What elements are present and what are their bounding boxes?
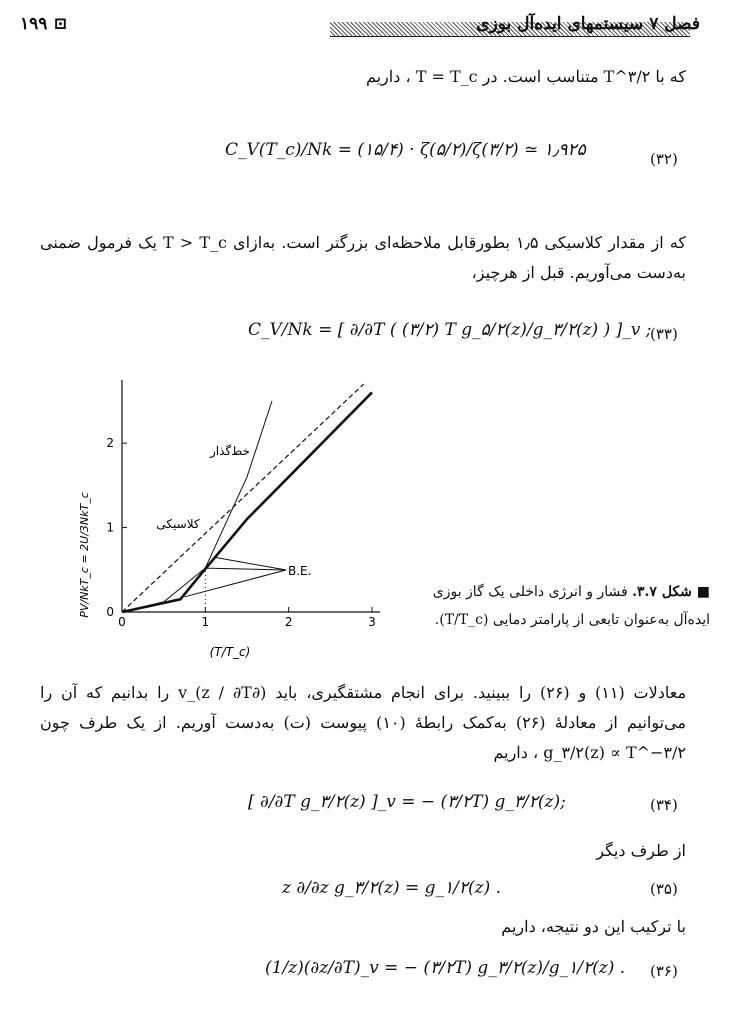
annotation-classical: کلاسیکی <box>156 517 200 531</box>
caption-text: فشار و انرژی داخلی یک گاز بوزی ایده‌آل به‌عنوان تابعی از پارامتر دمایی (T/T_c). <box>432 584 710 628</box>
equation-35: z ∂/∂z g_۳/۲(z) = g_۱/۲(z) . <box>282 878 502 898</box>
annotation-transition: خط‌گذار <box>210 444 250 458</box>
x-tick-label: 2 <box>284 615 293 629</box>
x-tick-label: 3 <box>368 615 376 629</box>
paragraph-2: که از مقدار کلاسیکی ۱٫۵ بطورقابل ملاحظه‌ای بزرگتر است. به‌ازای T > T_c یک فرمول ضمنی به‌دست می‌آوریم. قبل از هرچیز، <box>40 233 687 282</box>
be-arrow <box>205 568 286 570</box>
equation-33: C_V/Nk = [ ∂/∂T ( (۳/۲) T g_۵/۲(z)/g_۳/۲(z) ) ]_v ; <box>248 320 652 340</box>
eq-number-35: (۳۵) <box>650 880 678 898</box>
eq-number-32: (۳۲) <box>650 150 678 168</box>
eq-number-36: (۳۶) <box>650 962 678 980</box>
chapter-title: فصل ۷ سیستمهای ایده‌آل بوزی <box>476 14 700 34</box>
x-axis-label: (T/T_c) <box>209 645 251 659</box>
paragraph-1: که با T^۳/۲ متناسب است. در T = T_c ، داریم <box>365 67 686 86</box>
x-tick-label: 0 <box>118 615 126 629</box>
equation-36: (1/z)(∂z/∂T)_v = − (۳/۲T) g_۳/۲(z)/g_۱/۲(z) . <box>265 958 626 978</box>
figure-caption <box>405 578 710 634</box>
annotation-be: B.E. <box>288 564 312 578</box>
x-tick-label: 1 <box>201 615 210 629</box>
equation-32: C_V(T_c)/Nk = (۱۵/۴) · ζ(۵/۲)/ζ(۳/۲) ≃ ۱٫۹۲۵ <box>225 140 586 160</box>
page-number: ۱۹۹ ⊡ <box>20 14 68 34</box>
paragraph-3: معادلات (۱۱) و (۲۶) را ببینید. برای انجام مشتقگیری، باید (∂z / ∂T)_v را بدانیم که آن را می‌توانیم از معادلهٔ (۲۶) به‌کمک رابطهٔ (۱۰) پیوست (ت) به‌دست آوریم. از یک طرف چون g_۳/۲(z) ∝ T^−۳/۲ ، داریم <box>40 683 687 762</box>
equation-34: [ ∂/∂T g_۳/۲(z) ]_v = − (۳/۲T) g_۳/۲(z); <box>248 792 566 812</box>
eq-number-34: (۳۴) <box>650 796 678 814</box>
y-tick-label: 1 <box>106 520 114 535</box>
series-line <box>122 392 372 612</box>
y-tick-label: 2 <box>106 436 114 451</box>
paragraph-4: از طرف دیگر <box>596 841 686 860</box>
eq-number-33: (۳۳) <box>650 325 678 343</box>
figure-3-7-chart <box>60 380 400 670</box>
paragraph-5: با ترکیب این دو نتیجه، داریم <box>501 917 686 936</box>
series-line <box>122 384 364 612</box>
y-axis-label: PV/NkT_c = 2U/3NkT_c <box>78 492 91 618</box>
caption-label: ■ شکل ۳.۷. <box>632 584 710 600</box>
y-tick-label: 0 <box>106 605 114 619</box>
